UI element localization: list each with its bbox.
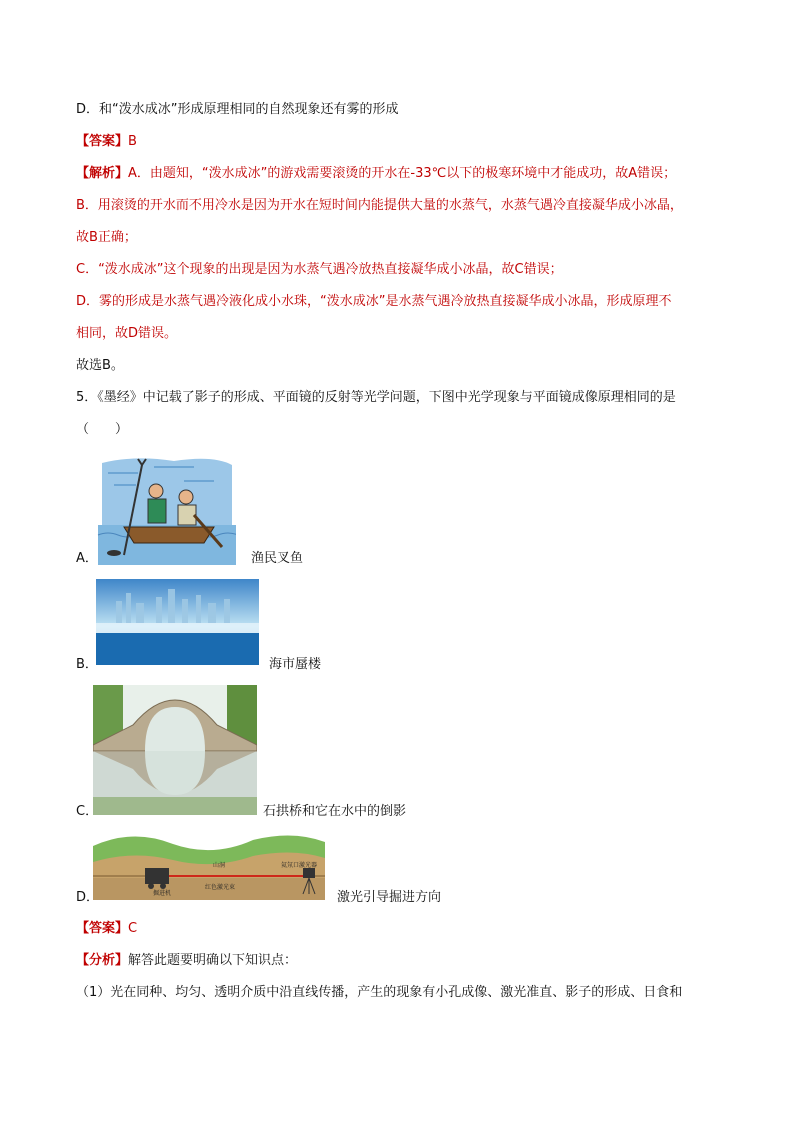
analysis-tag: 【解析】 (76, 166, 129, 181)
q4-conclusion: 故选B。 (76, 358, 124, 373)
q5-answer (76, 920, 137, 938)
option-d-letter: D． (76, 890, 100, 905)
q4-analysis-b-line1: B．用滚烫的开水而不用冷水是因为开水在短时间内能提供大量的水蒸气，水蒸气遇冷直接凝华成小冰晶， (76, 198, 683, 213)
answer-tag: 【答案】 (76, 921, 129, 936)
q5-analysis-point1: （1）光在同种、均匀、透明介质中沿直线传播，产生的现象有小孔成像、激光准直、影子的形成、日食和 (76, 985, 683, 1000)
option-b-caption: 海市蜃楼 (269, 657, 322, 672)
q5-stem-line2: （ ） (76, 422, 129, 437)
q5-stem-line1: 5．《墨经》中记载了影子的形成、平面镜的反射等光学问题，下图中光学现象与平面镜成像原理相同的是 (76, 390, 676, 405)
stone-arch-bridge-image (93, 685, 257, 815)
diagram-label-machine: 掘进机 (153, 890, 172, 897)
option-d-caption: 激光引导掘进方向 (337, 890, 442, 905)
fisherman-spearing-fish-image (94, 455, 236, 565)
answer-value: B (128, 134, 137, 149)
answer-tag: 【答案】 (76, 134, 129, 149)
q4-analysis-a (76, 165, 676, 183)
option-a-letter: A． (76, 551, 98, 566)
mirage-image (96, 579, 259, 665)
analysis-a-text: A．由题知，“泼水成冰”的游戏需要滚烫的开水在-33℃以下的极寒环境中才能成功，故A错误； (128, 166, 677, 181)
laser-tunneling-diagram (93, 832, 325, 900)
q4-analysis-d-line1: D．雾的形成是水蒸气遇冷液化成小水珠，“泼水成冰”是水蒸气遇冷放热直接凝华成小冰晶，形成原理不 (76, 294, 672, 309)
option-c-letter: C． (76, 804, 99, 819)
diagram-label-laser: 氦氖口激光器 (281, 862, 318, 869)
option-b-letter: B． (76, 657, 98, 672)
q4-analysis-b-line2: 故B正确； (76, 230, 137, 245)
q5-analysis-intro (76, 952, 297, 970)
option-c-caption: 石拱桥和它在水中的倒影 (263, 804, 407, 819)
option-a-caption: 渔民叉鱼 (251, 551, 304, 566)
q4-option-d: D．和“泼水成冰”形成原理相同的自然现象还有雾的形成 (76, 102, 399, 117)
q4-analysis-c: C．“泼水成冰”这个现象的出现是因为水蒸气遇冷放热直接凝华成小冰晶，故C错误； (76, 262, 563, 277)
answer-value: C (128, 921, 138, 936)
q4-analysis-d-line2: 相同，故D错误。 (76, 326, 178, 341)
diagram-label-beam: 红色激光束 (205, 884, 236, 891)
diagram-label-mountain: 山洞 (213, 862, 226, 869)
analysis-intro-text: 解答此题要明确以下知识点： (128, 953, 298, 968)
analysis-tag: 【分析】 (76, 953, 129, 968)
q4-answer (76, 133, 137, 151)
